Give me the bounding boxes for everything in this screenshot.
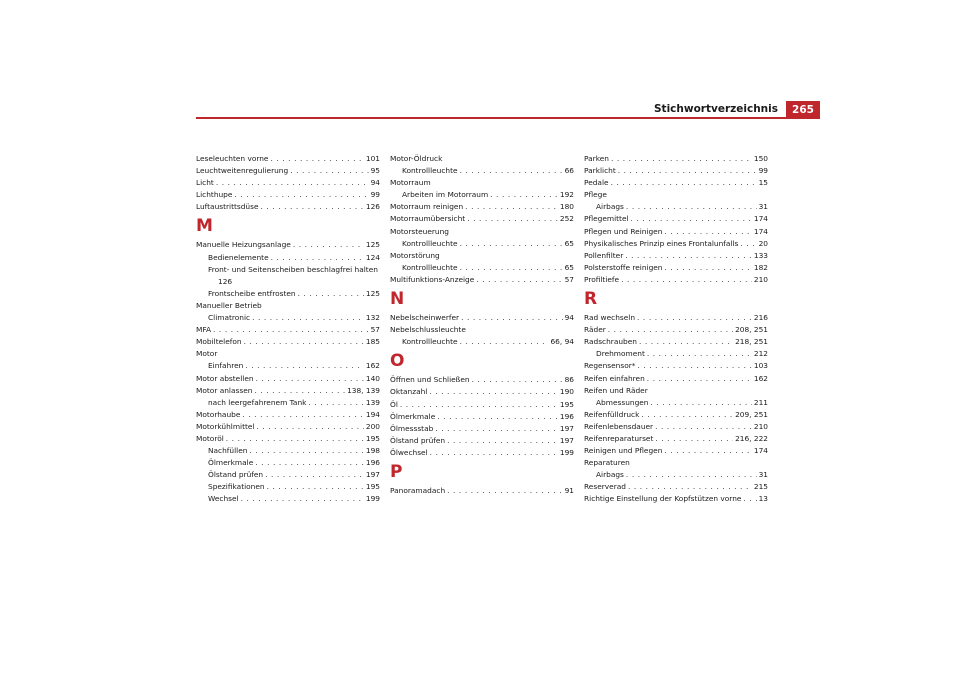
entry-leader (625, 250, 752, 262)
entry-leader (460, 238, 563, 250)
entry-leader (270, 153, 363, 165)
entry-page: 174 (753, 214, 768, 224)
entry-page: 196 (365, 458, 380, 468)
entry-leader (252, 312, 364, 324)
entry-term: Ölstand prüfen (390, 435, 446, 445)
index-column-2 (390, 153, 574, 497)
index-entry (584, 445, 768, 457)
index-entry (584, 433, 768, 445)
entry-page: 174 (753, 226, 768, 236)
index-entry (584, 348, 768, 360)
index-entry (584, 324, 768, 336)
index-entry (584, 262, 768, 274)
entry-leader (460, 165, 563, 177)
entry-term: Reifenreparaturset (584, 433, 654, 443)
entry-term: Polsterstoffe reinigen (584, 262, 663, 272)
entry-leader (256, 421, 363, 433)
index-entry (390, 238, 574, 250)
entry-term: Manuelle Heizungsanlage (196, 240, 291, 250)
entry-term: Reinigen und Pflegen (584, 446, 663, 456)
entry-term: Reifenfülldruck (584, 409, 640, 419)
entry-page: 216, 222 (735, 433, 768, 443)
index-entry (390, 274, 574, 286)
index-entry (584, 177, 768, 189)
entry-term: Multifunktions-Anzeige (390, 274, 475, 284)
entry-term: Motorraum reinigen (390, 202, 464, 212)
page-header (196, 101, 820, 119)
entry-leader (465, 201, 558, 213)
entry-page: 162 (753, 373, 768, 383)
entry-page: 197 (559, 435, 574, 445)
entry-term: Licht (196, 178, 214, 188)
entry-leader (665, 262, 752, 274)
entry-page: 13 (758, 494, 768, 504)
entry-page: 15 (758, 178, 768, 188)
index-heading: Motorraum (390, 178, 431, 188)
entry-term: Einfahren (208, 361, 244, 371)
entry-page: 197 (365, 470, 380, 480)
entry-page: 31 (758, 470, 768, 480)
entry-term: Mobiltelefon (196, 337, 242, 347)
entry-term: Wechsel (208, 494, 239, 504)
entry-leader (244, 336, 364, 348)
entry-leader (460, 262, 563, 274)
index-entry (390, 201, 574, 213)
entry-term: nach leergefahrenem Tank (208, 397, 307, 407)
entry-leader (293, 239, 364, 251)
entry-page: 66 (564, 166, 574, 176)
entry-page: 99 (370, 190, 380, 200)
entry-page: 125 (365, 240, 380, 250)
index-entry (196, 421, 380, 433)
index-entry (196, 288, 380, 300)
index-heading: Manueller Betrieb (196, 300, 262, 310)
index-entry (196, 201, 380, 213)
entry-leader (740, 238, 756, 250)
entry-leader (216, 177, 369, 189)
entry-leader (467, 213, 558, 225)
index-entry (584, 250, 768, 262)
index-entry (584, 336, 768, 348)
entry-page: 195 (365, 433, 380, 443)
index-entry (390, 485, 574, 497)
entry-leader (647, 348, 752, 360)
entry-page: 150 (753, 154, 768, 163)
entry-leader (651, 397, 752, 409)
entry-term: Airbags (596, 470, 624, 480)
entry-page: 210 (753, 274, 768, 284)
entry-leader (429, 386, 558, 398)
index-entry (390, 336, 574, 348)
index-entry (196, 239, 380, 251)
index-entry (390, 374, 574, 386)
index-entry (196, 409, 380, 421)
entry-leader (626, 201, 757, 213)
entry-leader (664, 226, 751, 238)
entry-term: Reserverad (584, 482, 626, 492)
entry-term: Motoröl (196, 433, 224, 443)
index-entry (196, 397, 380, 409)
index-heading: Motor (196, 349, 218, 359)
entry-page: 126 (365, 202, 380, 212)
entry-term: Drehmoment (596, 349, 645, 359)
entry-page: 162 (365, 361, 380, 371)
entry-page: 65 (564, 238, 574, 248)
entry-term: Räder (584, 325, 606, 335)
entry-page: 196 (559, 411, 574, 421)
index-entry (196, 373, 380, 385)
entry-leader (430, 447, 558, 459)
entry-page: 197 (559, 423, 574, 433)
entry-page: 208, 251 (735, 325, 768, 335)
entry-page: 66, 94 (550, 337, 574, 347)
entry-leader (628, 481, 752, 493)
page-title: Stichwortverzeichnis (654, 103, 778, 115)
entry-leader (308, 397, 363, 409)
entry-term: Oktanzahl (390, 387, 428, 397)
entry-term: Ölwechsel (390, 447, 428, 457)
index-heading: Nebelschlussleuchte (390, 325, 466, 335)
index-entry (196, 153, 380, 165)
entry-term: Kontrollleuchte (402, 262, 458, 272)
entry-leader (631, 213, 752, 225)
index-entry (196, 324, 380, 336)
entry-page: 180 (559, 202, 574, 212)
index-entry (584, 226, 768, 238)
entry-page: 200 (365, 421, 380, 431)
entry-page: 124 (365, 252, 380, 262)
entry-page: 185 (365, 337, 380, 347)
index-entry (390, 386, 574, 398)
entry-leader (664, 445, 751, 457)
entry-term: Pflegen und Reinigen (584, 226, 663, 236)
index-entry (390, 213, 574, 225)
index-entry (584, 397, 768, 409)
entry-page: 99 (758, 166, 768, 176)
entry-leader (637, 312, 752, 324)
entry-term: Leseleuchten vorne (196, 154, 269, 163)
entry-term: Öffnen und Schließen (390, 375, 470, 385)
entry-page: 101 (365, 154, 380, 163)
index-heading: Reparaturen (584, 458, 630, 468)
index-entry (584, 493, 768, 505)
entry-leader (271, 252, 364, 264)
entry-term: Motorraumübersicht (390, 214, 466, 224)
entry-term: Pollenfilter (584, 250, 624, 260)
index-entry (390, 447, 574, 459)
entry-term: Motorhaube (196, 409, 241, 419)
entry-term: Kontrollleuchte (402, 238, 458, 248)
entry-page: 140 (365, 373, 380, 383)
index-entry (196, 252, 380, 264)
entry-leader (242, 409, 364, 421)
page-number-badge: 265 (786, 101, 820, 119)
entry-term: Abmessungen (596, 397, 649, 407)
entry-page: 65 (564, 262, 574, 272)
entry-leader (743, 493, 756, 505)
entry-leader (256, 373, 364, 385)
index-entry (584, 409, 768, 421)
entry-term: Luftaustrittsdüse (196, 202, 259, 212)
entry-leader (234, 189, 368, 201)
index-entry (390, 262, 574, 274)
entry-term: Lichthupe (196, 190, 233, 200)
entry-leader (400, 399, 558, 411)
entry-leader (472, 374, 563, 386)
entry-leader (618, 165, 757, 177)
entry-leader (637, 360, 751, 372)
entry-page: 94 (370, 178, 380, 188)
entry-page: 86 (564, 375, 574, 385)
entry-leader (437, 411, 558, 423)
entry-term: Kontrollleuchte (402, 166, 458, 176)
entry-page: 211 (753, 397, 768, 407)
index-subheading: Front- und Seitenscheiben beschlagfrei halten (208, 264, 378, 274)
entry-term: Reifen einfahren (584, 373, 645, 383)
entry-term: Pflegemittel (584, 214, 629, 224)
index-entry (196, 469, 380, 481)
entry-leader (267, 481, 364, 493)
section-letter: O (390, 351, 405, 372)
entry-term: Bedienelemente (208, 252, 269, 262)
entry-page: 94 (564, 313, 574, 323)
entry-leader (476, 274, 562, 286)
entry-leader (213, 324, 369, 336)
index-entry (196, 493, 380, 505)
index-entry (584, 274, 768, 286)
entry-leader (655, 421, 752, 433)
index-heading: Motor-Öldruck (390, 154, 443, 163)
index-entry (584, 165, 768, 177)
index-entry (390, 435, 574, 447)
index-entry (196, 336, 380, 348)
index-heading: Motorsteuerung (390, 226, 449, 236)
index-entry (196, 385, 380, 397)
index-entry (584, 373, 768, 385)
entry-term: Ölmessstab (390, 423, 434, 433)
entry-leader (490, 189, 558, 201)
index-entry (390, 423, 574, 435)
index-entry (584, 213, 768, 225)
index-heading: Pflege (584, 190, 607, 200)
entry-term: Nebelscheinwerfer (390, 313, 460, 323)
entry-leader (265, 469, 364, 481)
entry-term: Öl (390, 399, 398, 409)
entry-page: 199 (365, 494, 380, 504)
entry-page: 174 (753, 446, 768, 456)
entry-leader (621, 274, 752, 286)
entry-term: Climatronic (208, 313, 251, 323)
entry-page: 194 (365, 409, 380, 419)
entry-term: Pedale (584, 178, 609, 188)
entry-leader (254, 385, 345, 397)
index-entry (196, 445, 380, 457)
index-entry (196, 165, 380, 177)
index-entry (390, 411, 574, 423)
entry-page: 91 (564, 485, 574, 495)
entry-leader (447, 485, 562, 497)
index-column-3 (584, 153, 768, 506)
entry-page: 95 (370, 166, 380, 176)
entry-page: 195 (365, 482, 380, 492)
entry-page: 218, 251 (735, 337, 768, 347)
index-column-1 (196, 153, 380, 506)
entry-leader (435, 423, 558, 435)
index-entry (196, 457, 380, 469)
entry-term: Motorkühlmittel (196, 421, 255, 431)
entry-page: 198 (365, 446, 380, 456)
index-entry (584, 153, 768, 165)
entry-page: 182 (753, 262, 768, 272)
index-entry (390, 312, 574, 324)
index-entry (196, 433, 380, 445)
index-entry (196, 189, 380, 201)
entry-leader (241, 493, 364, 505)
entry-leader (611, 153, 752, 165)
entry-term: Ölmerkmale (208, 458, 254, 468)
entry-leader (611, 177, 757, 189)
index-entry (196, 312, 380, 324)
index-entry (196, 360, 380, 372)
entry-page: 199 (559, 447, 574, 457)
section-letter: M (196, 216, 213, 237)
section-letter: R (584, 289, 598, 310)
index-entry (196, 177, 380, 189)
entry-page: 139 (365, 397, 380, 407)
entry-term: Parken (584, 154, 609, 163)
entry-term: Frontscheibe entfrosten (208, 288, 296, 298)
entry-term: Kontrollleuchte (402, 337, 458, 347)
entry-page: 195 (559, 399, 574, 409)
entry-term: Profiltiefe (584, 274, 620, 284)
entry-page: 57 (564, 274, 574, 284)
entry-term: Parklicht (584, 166, 616, 176)
entry-leader (626, 469, 757, 481)
entry-leader (290, 165, 368, 177)
entry-leader (298, 288, 364, 300)
index-heading: Reifen und Räder (584, 385, 648, 395)
index-entry (390, 399, 574, 411)
index-entry (390, 165, 574, 177)
entry-page: 210 (753, 421, 768, 431)
entry-leader (249, 445, 363, 457)
entry-leader (647, 373, 752, 385)
entry-term: Radschrauben (584, 337, 637, 347)
entry-page-continuation: 126 (218, 276, 233, 286)
index-entry (584, 360, 768, 372)
index-entry (584, 421, 768, 433)
entry-leader (641, 409, 733, 421)
entry-page: 252 (559, 214, 574, 224)
entry-term: Regensensor* (584, 361, 636, 371)
entry-term: Rad wechseln (584, 313, 636, 323)
entry-page: 212 (753, 349, 768, 359)
index-entry (390, 189, 574, 201)
entry-leader (460, 336, 549, 348)
entry-term: Ölmerkmale (390, 411, 436, 421)
index-entry (584, 481, 768, 493)
entry-leader (226, 433, 364, 445)
entry-page: 20 (758, 238, 768, 248)
entry-page: 103 (753, 361, 768, 371)
entry-leader (255, 457, 364, 469)
entry-term: Motor anlassen (196, 385, 253, 395)
index-entry (584, 238, 768, 250)
entry-page: 125 (365, 288, 380, 298)
entry-leader (245, 360, 364, 372)
entry-term: Ölstand prüfen (208, 470, 264, 480)
entry-page: 31 (758, 202, 768, 212)
entry-leader (608, 324, 733, 336)
entry-term: Nachfüllen (208, 446, 248, 456)
entry-term: Panoramadach (390, 485, 446, 495)
entry-leader (447, 435, 558, 447)
entry-page: 138, 139 (347, 385, 380, 395)
entry-term: Motor abstellen (196, 373, 254, 383)
section-letter: N (390, 289, 405, 310)
entry-term: Physikalisches Prinzip eines Frontalunfalls (584, 238, 739, 248)
entry-term: Arbeiten im Motorraum (402, 190, 489, 200)
entry-term: Leuchtweitenregulierung (196, 166, 289, 176)
entry-page: 192 (559, 190, 574, 200)
entry-page: 216 (753, 313, 768, 323)
index-entry (584, 469, 768, 481)
entry-term: Spezifikationen (208, 482, 265, 492)
entry-term: Richtige Einstellung der Kopfstützen vorne (584, 494, 742, 504)
entry-leader (261, 201, 364, 213)
index-entry (584, 312, 768, 324)
entry-page: 133 (753, 250, 768, 260)
entry-page: 132 (365, 313, 380, 323)
entry-term: Reifenlebensdauer (584, 421, 654, 431)
entry-page: 215 (753, 482, 768, 492)
header-rule (196, 117, 820, 119)
index-entry (196, 481, 380, 493)
entry-page: 57 (370, 325, 380, 335)
section-letter: P (390, 461, 403, 482)
entry-page: 190 (559, 387, 574, 397)
entry-term: Airbags (596, 202, 624, 212)
entry-page: 209, 251 (735, 409, 768, 419)
index-heading: Motorstörung (390, 250, 440, 260)
entry-term: MFA (196, 325, 212, 335)
entry-leader (639, 336, 733, 348)
entry-leader (655, 433, 733, 445)
entry-leader (461, 312, 563, 324)
index-entry (584, 201, 768, 213)
